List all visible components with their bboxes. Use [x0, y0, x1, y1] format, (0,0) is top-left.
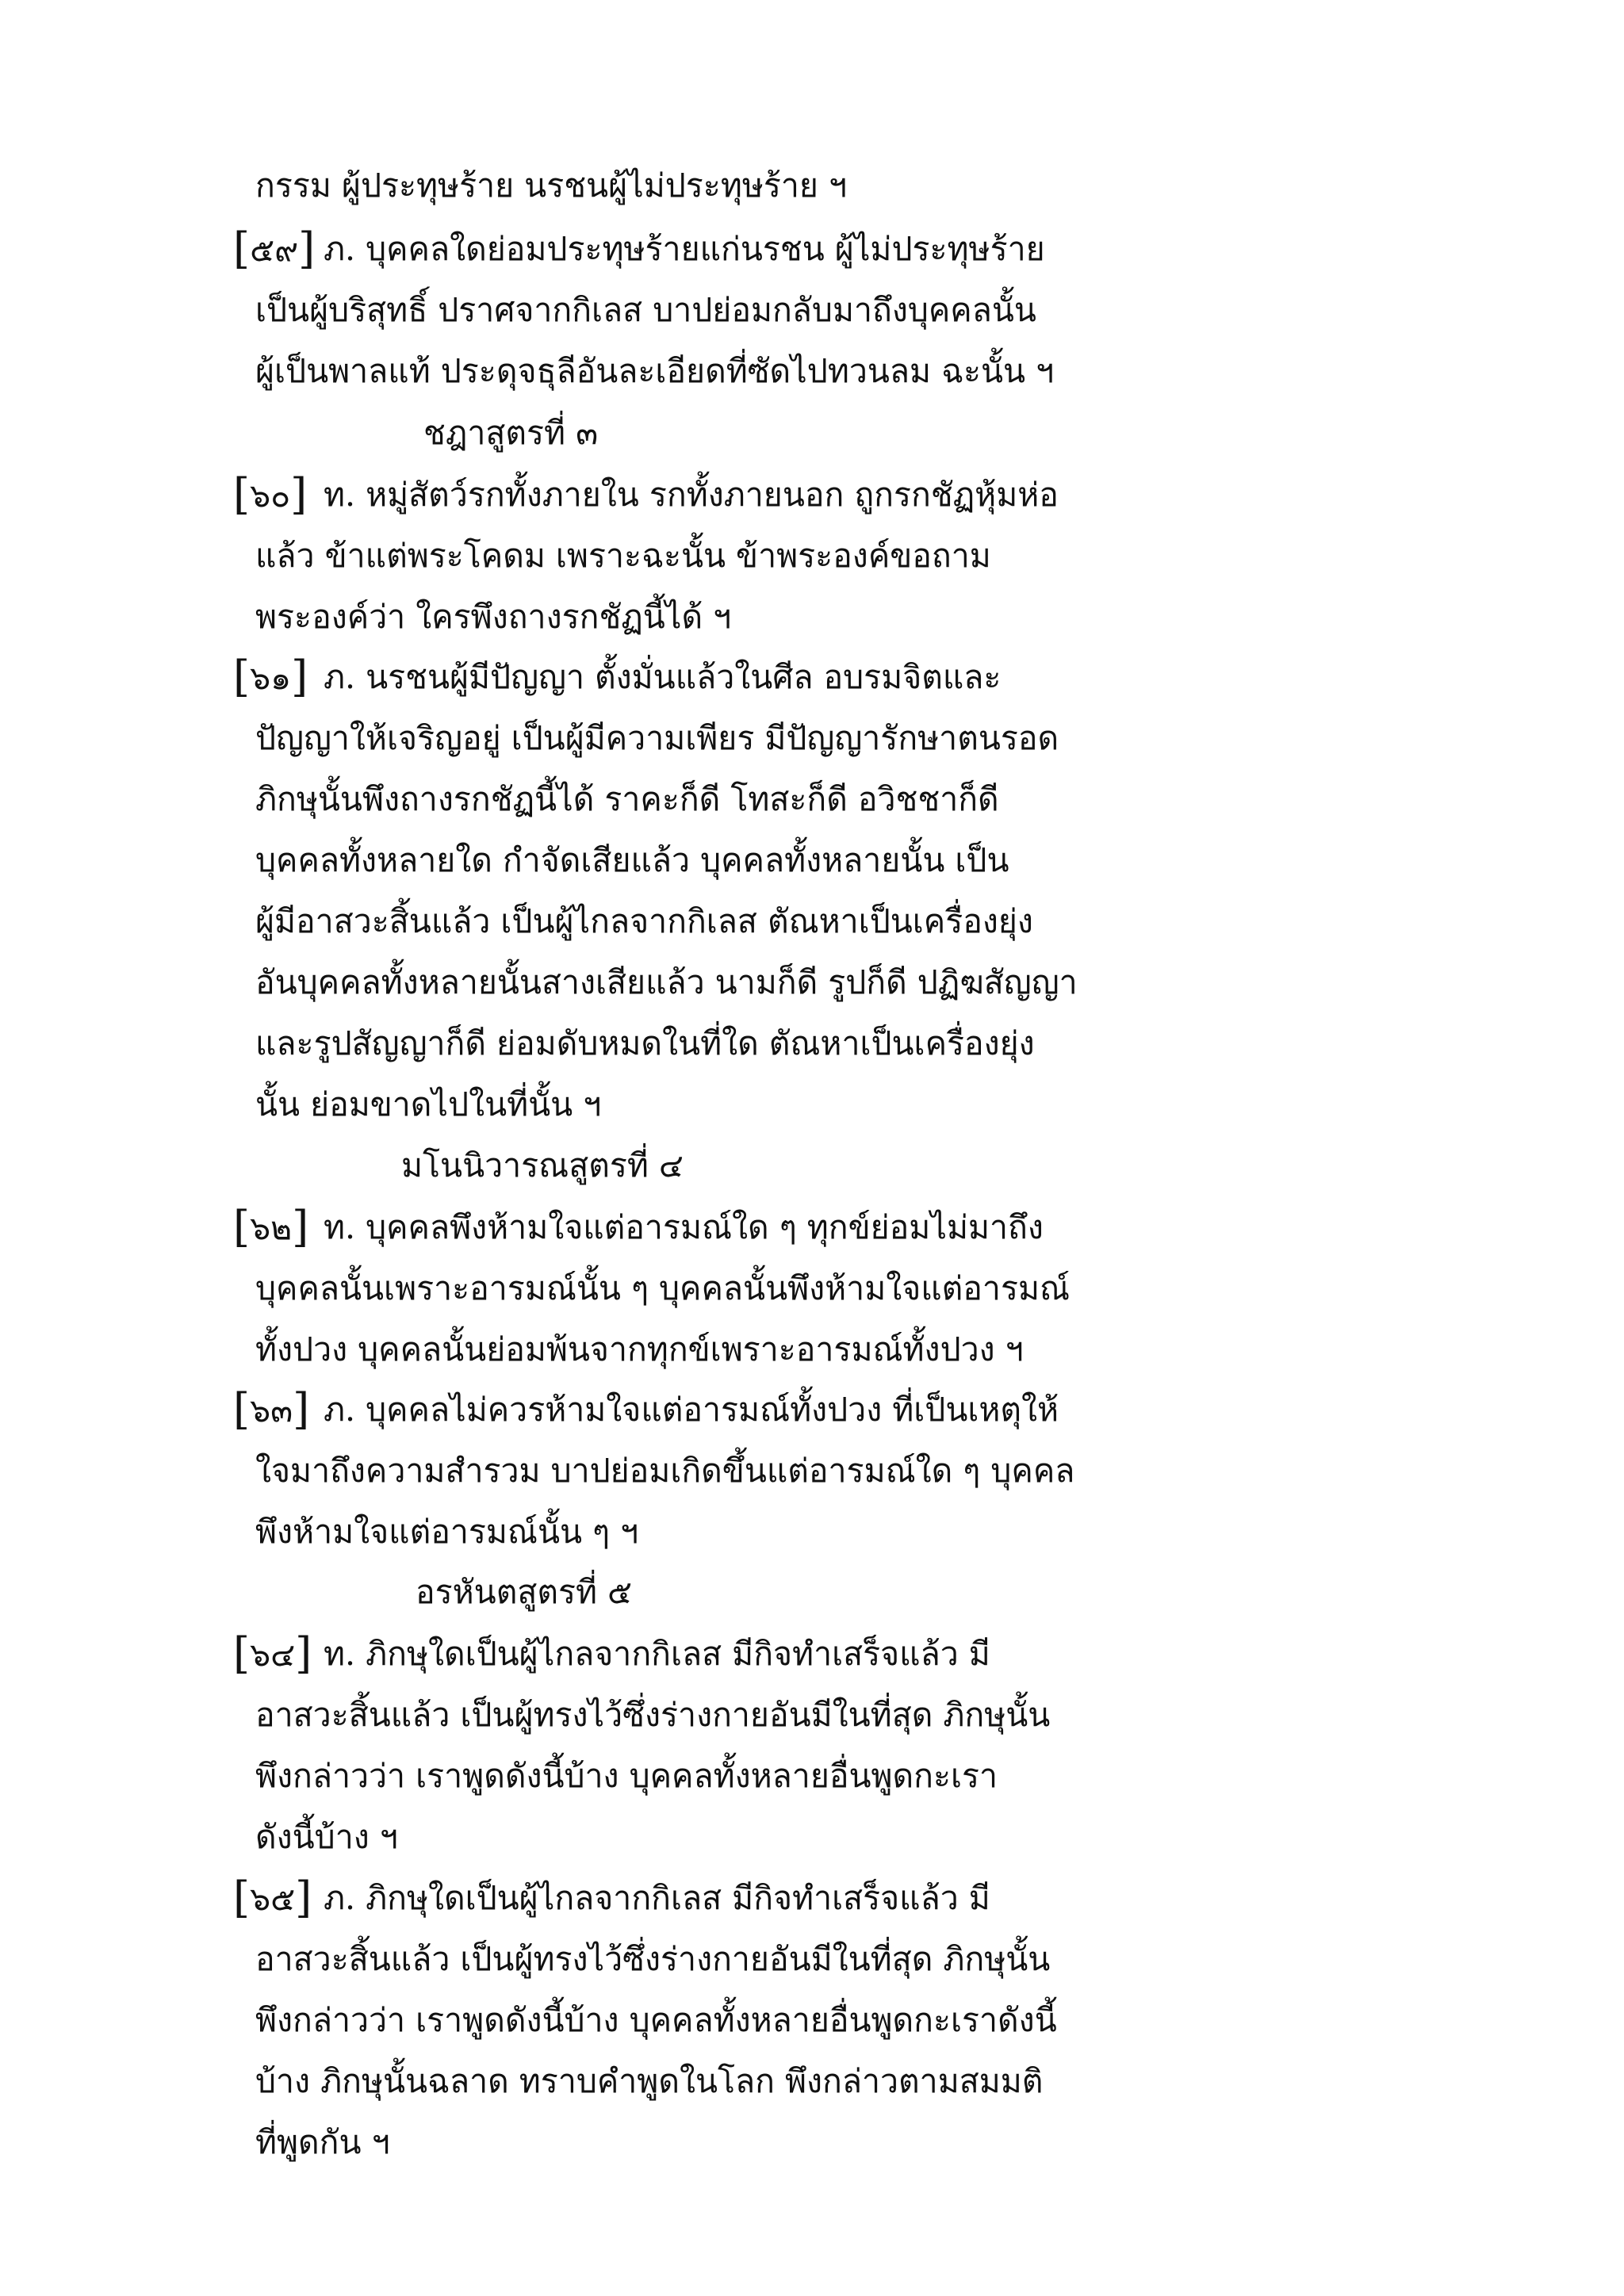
text-line: บุคคลนั้นเพราะอารมณ์นั้น ๆ บุคคลนั้นพึงห้ามใจแต่อารมณ์: [255, 1269, 1071, 1307]
text-line: ภิกษุนั้นพึงถางรกชัฏนี้ได้ ราคะก็ดี โทสะก็ดี อวิชชาก็ดี: [255, 780, 999, 818]
text-line: บ้าง ภิกษุนั้นฉลาด ทราบคำพูดในโลก พึงกล่าวตามสมมติ: [255, 2062, 1044, 2100]
text-line: ภ. นรชนผู้มีปัญญา ตั้งมั่นแล้วในศีล อบรมจิตและ: [324, 658, 1002, 696]
text-line: ดังนี้บ้าง ฯ: [255, 1818, 398, 1856]
text-line: พึงกล่าวว่า เราพูดดังนี้บ้าง บุคคลทั้งหลายอื่นพูดกะเรา: [255, 1757, 998, 1795]
text-line: นั้น ย่อมขาดไปในที่นั้น ฯ: [255, 1085, 602, 1123]
text-line: ท. บุคคลพึงห้ามใจแต่อารมณ์ใด ๆ ทุกข์ย่อมไม่มาถึง: [324, 1208, 1044, 1246]
text-line: ท. ภิกษุใดเป็นผู้ไกลจากกิเลส มีกิจทำเสร็จแล้ว มี: [324, 1635, 990, 1673]
text-line: ภ. บุคคลใดย่อมประทุษร้ายแก่นรชน ผู้ไม่ประทุษร้าย: [324, 230, 1045, 268]
text-line: ใจมาถึงความสำรวม บาปย่อมเกิดขึ้นแต่อารมณ์ใด ๆ บุคคล: [255, 1452, 1075, 1490]
text-line: ที่พูดกัน ฯ: [255, 2123, 390, 2161]
text-line: และรูปสัญญาก็ดี ย่อมดับหมดในที่ใด ตัณหาเป็นเครื่องยุ่ง: [255, 1024, 1035, 1062]
verse-number: [๖๕]: [233, 1873, 312, 1923]
text-line: ภ. ภิกษุใดเป็นผู้ไกลจากกิเลส มีกิจทำเสร็จแล้ว มี: [324, 1879, 990, 1917]
text-line: ปัญญาให้เจริญอยู่ เป็นผู้มีความเพียร มีปัญญารักษาตนรอด: [255, 719, 1059, 757]
text-line: พึงกล่าวว่า เราพูดดังนี้บ้าง บุคคลทั้งหลายอื่นพูดกะเราดังนี้: [255, 2001, 1057, 2039]
text-line: อาสวะสิ้นแล้ว เป็นผู้ทรงไว้ซึ่งร่างกายอันมีในที่สุด ภิกษุนั้น: [255, 1696, 1051, 1734]
text-line: กรรม ผู้ประทุษร้าย นรชนผู้ไม่ประทุษร้าย ฯ: [255, 166, 847, 205]
text-line: พระองค์ว่า ใครพึงถางรกชัฏนี้ได้ ฯ: [255, 598, 732, 636]
verse-number: [๖๔]: [233, 1628, 312, 1678]
verse-number: [๖๑]: [233, 652, 308, 702]
verse-number: [๖๓]: [233, 1384, 310, 1434]
text-line: บุคคลทั้งหลายใด กำจัดเสียแล้ว บุคคลทั้งหลายนั้น เป็น: [255, 841, 1009, 879]
text-line: แล้ว ข้าแต่พระโคดม เพราะฉะนั้น ข้าพระองค์ขอถาม: [255, 537, 991, 575]
section-heading: ชฎาสูตรที่ ๓: [423, 414, 599, 452]
text-line: ทั้งปวง บุคคลนั้นย่อมพ้นจากทุกข์เพราะอารมณ์ทั้งปวง ฯ: [255, 1330, 1024, 1368]
verse-number: [๖๒]: [233, 1202, 309, 1252]
text-line: ผู้มีอาสวะสิ้นแล้ว เป็นผู้ไกลจากกิเลส ตัณหาเป็นเครื่องยุ่ง: [255, 902, 1033, 940]
text-line: อาสวะสิ้นแล้ว เป็นผู้ทรงไว้ซึ่งร่างกายอันมีในที่สุด ภิกษุนั้น: [255, 1940, 1051, 1978]
section-heading: มโนนิวารณสูตรที่ ๔: [401, 1146, 684, 1184]
verse-number: [๖๐]: [233, 469, 308, 519]
text-line: ภ. บุคคลไม่ควรห้ามใจแต่อารมณ์ทั้งปวง ที่เป็นเหตุให้: [324, 1391, 1059, 1429]
text-line: เป็นผู้บริสุทธิ์ ปราศจากกิเลส บาปย่อมกลับมาถึงบุคคลนั้น: [255, 291, 1036, 329]
verse-number: [๕๙]: [233, 224, 316, 274]
text-line: อันบุคคลทั้งหลายนั้นสางเสียแล้ว นามก็ดี รูปก็ดี ปฏิฆสัญญา: [255, 963, 1078, 1001]
text-line: พึงห้ามใจแต่อารมณ์นั้น ๆ ฯ: [255, 1513, 639, 1551]
section-heading: อรหันตสูตรที่ ๕: [416, 1573, 633, 1611]
text-line: ผู้เป็นพาลแท้ ประดุจธุลีอันละเอียดที่ซัดไปทวนลม ฉะนั้น ฯ: [255, 352, 1055, 390]
text-line: ท. หมู่สัตว์รกทั้งภายใน รกทั้งภายนอก ถูกรกชัฏหุ้มห่อ: [324, 476, 1059, 514]
